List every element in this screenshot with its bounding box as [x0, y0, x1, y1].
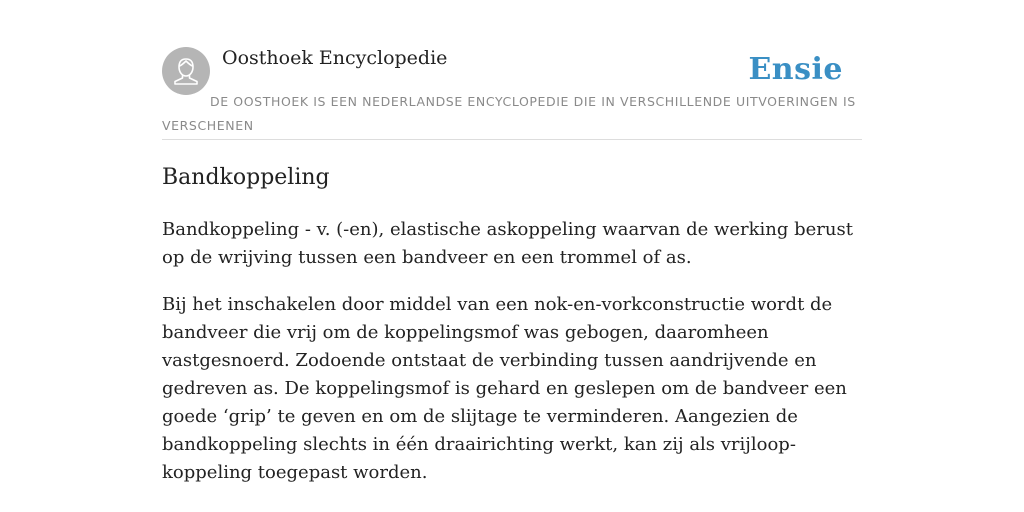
- article-title: Bandkoppeling: [162, 165, 330, 190]
- brand-logo[interactable]: Ensie: [748, 52, 843, 87]
- user-icon: [162, 47, 210, 95]
- article-paragraph: Bij het inschakelen door middel van een nok-en-vorkconstructie wordt de bandveer die vrij om de koppelingsmof was gebogen, daaromheen vastgesnoerd. Zodoende ontstaat de verbinding tussen aandrijvende en gedreven as. De koppelingsmof is gehard en geslepen om de bandveer een goede ‘grip’ te geven en om de slijtage te verminderen. Aangezien de bandkoppeling slechts in één draairichting werkt, kan zij als vrijloop-koppeling toegepast worden.: [162, 294, 847, 483]
- source-header: [162, 46, 862, 140]
- avatar[interactable]: [162, 47, 210, 95]
- article: [162, 160, 862, 487]
- source-description: DE OOSTHOEK IS EEN NEDERLANDSE ENCYCLOPEDIE DIE IN VERSCHILLENDE UITVOERINGEN IS VERSCHENEN: [162, 94, 856, 133]
- source-name[interactable]: Oosthoek Encyclopedie: [222, 47, 448, 69]
- article-paragraph: Bandkoppeling - v. (-en), elastische askoppeling waarvan de werking berust op de wrijving tussen een bandveer en een trommel of as.: [162, 219, 853, 268]
